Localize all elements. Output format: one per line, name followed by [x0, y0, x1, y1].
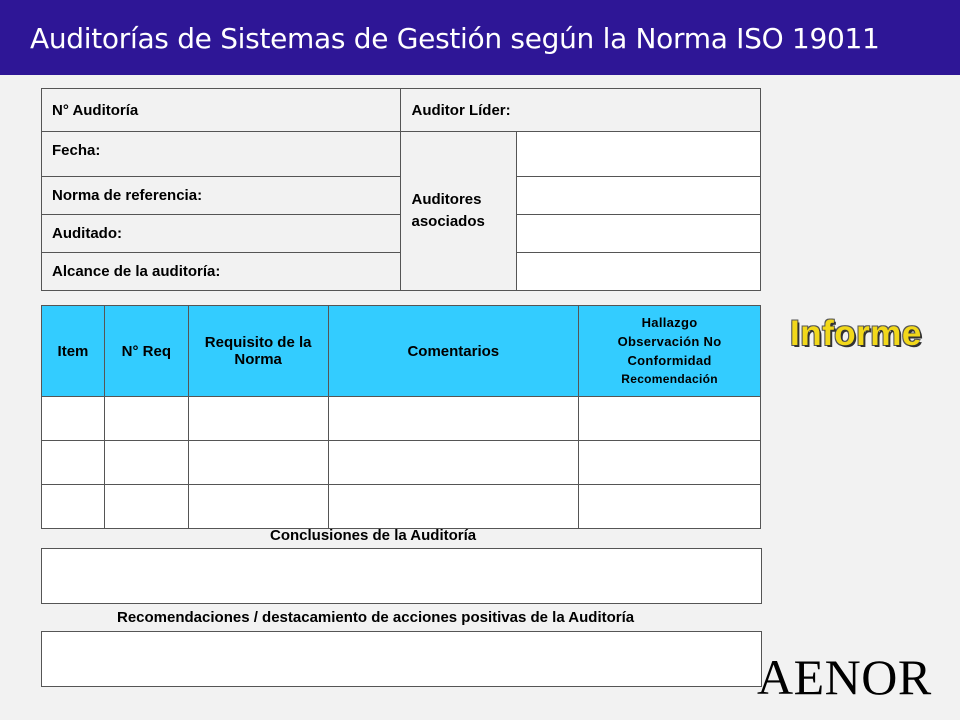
table-cell[interactable] — [579, 441, 761, 485]
associate-cell-3[interactable] — [517, 215, 761, 253]
title-bar — [0, 0, 960, 75]
conclusiones-box[interactable] — [41, 548, 762, 604]
fecha-label: Fecha: — [42, 132, 401, 177]
table-cell[interactable] — [328, 397, 579, 441]
col-comentarios: Comentarios — [328, 306, 579, 397]
table-row — [42, 441, 761, 485]
recomendaciones-box[interactable] — [41, 631, 762, 687]
info-row-fecha — [42, 132, 761, 177]
table-cell[interactable] — [42, 441, 105, 485]
alcance-label: Alcance de la auditoría: — [42, 253, 401, 291]
col-item: Item — [42, 306, 105, 397]
page-title: Auditorías de Sistemas de Gestión según la Norma ISO 19011 — [30, 22, 880, 55]
table-cell[interactable] — [104, 485, 188, 529]
table-cell[interactable] — [42, 485, 105, 529]
table-cell[interactable] — [188, 485, 328, 529]
associate-cell-1[interactable] — [517, 132, 761, 177]
table-cell[interactable] — [579, 485, 761, 529]
auditor-lider-label: Auditor Líder: — [401, 89, 761, 132]
table-cell[interactable] — [328, 485, 579, 529]
table-cell[interactable] — [42, 397, 105, 441]
n-auditoria-label: N° Auditoría — [42, 89, 401, 132]
associate-cell-2[interactable] — [517, 177, 761, 215]
audit-info-table — [41, 88, 761, 291]
table-cell[interactable] — [104, 441, 188, 485]
col-recomendacion-text: Recomendación — [621, 372, 718, 386]
informe-badge: Informe — [790, 314, 922, 353]
auditores-asociados-text: Auditores asociados — [411, 191, 485, 230]
table-row — [42, 397, 761, 441]
table-cell[interactable] — [188, 441, 328, 485]
col-n-req: N° Req — [104, 306, 188, 397]
aenor-logo: AENOR — [757, 649, 932, 705]
conclusiones-label: Conclusiones de la Auditoría — [270, 527, 477, 544]
recomendaciones-label: Recomendaciones / destacamiento de acciones positivas de la Auditoría — [117, 609, 635, 626]
table-cell[interactable] — [579, 397, 761, 441]
table-row — [42, 485, 761, 529]
table-cell[interactable] — [188, 397, 328, 441]
col-hallazgo-text: Hallazgo Observación No Conformidad — [617, 315, 722, 368]
findings-table — [41, 305, 761, 529]
associate-cell-4[interactable] — [517, 253, 761, 291]
norma-referencia-label: Norma de referencia: — [42, 177, 401, 215]
col-requisito: Requisito de la Norma — [188, 306, 328, 397]
auditores-asociados-label — [401, 132, 517, 291]
table-cell[interactable] — [104, 397, 188, 441]
findings-header-row — [42, 306, 761, 397]
col-hallazgo — [579, 306, 761, 397]
info-row-header — [42, 89, 761, 132]
table-cell[interactable] — [328, 441, 579, 485]
auditado-label: Auditado: — [42, 215, 401, 253]
